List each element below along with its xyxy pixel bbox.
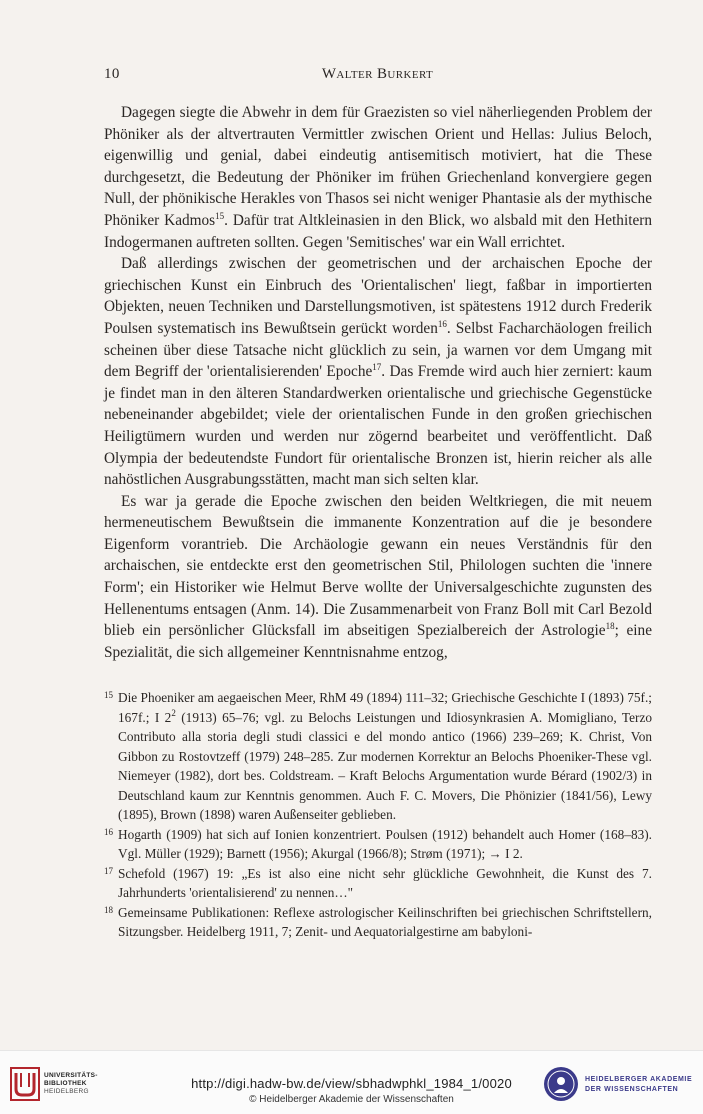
paragraph: Dagegen siegte die Abwehr in dem für Graezisten so viel näherliegenden Problem der Phöniker als der altvertrauten Vermittler zwischen Orient und Hellas: Julius Beloch, eigenwillig und genial, dabei eindeutig antisemitisch motiviert, hat die These durchgesetzt, die Bedeutung der Phöniker im frühen Griechenland konvergiere gegen Null, der phönikische Herakles von Thasos sei nicht weniger Phantasie als der mythische Phöniker Kadmos$^{15}$. Dafür trat Altkleinasien in den Blick, wo alsbald mit den Hethitern Indogermanen auftreten sollten. Gegen 'Semitisches' war ein Wall errichtet.: [104, 104, 652, 251]
academy-seal-icon[interactable]: [543, 1066, 579, 1102]
page-number: 10: [104, 66, 120, 82]
footnotes: [104, 688, 652, 942]
viewer-footer: [0, 1050, 703, 1114]
university-library-name: UNIVERSITÄTS- BIBLIOTHEK HEIDELBERG: [44, 1072, 98, 1095]
footnote-number: 16: [104, 826, 113, 837]
footnote: 15 Die Phoeniker am aegaeischen Meer, RhM 49 (1894) 111–32; Griechische Geschichte I (1893) 75f.; 167f.; I $2^2$ (1913) 65–76; vgl. zu Belochs Leistungen und Idiosynkrasien A. Momigliano, Terzo Contributo alla storia degli studi classici e del mondo antico (1966) 239–269; K. Christ, Von Gibbon zu Rostovtzeff (1979) 248–285. Zur modernen Korrektur an Belochs Phoeniker-These vgl. Niemeyer (1982), dort bes. Coldstream. – Kraft Belochs Argumentation wurde Bérard (1902/3) in Deutschland kaum zur Kenntnis genommen. Auch F. C. Movers, Die Phönizier (1841/56), Lewy (1895), Brown (1898) waren Außenseiter geblieben.: [104, 688, 652, 825]
footnote-number: 18: [104, 904, 113, 915]
footnote-ref[interactable]: 16: [437, 318, 447, 329]
footnote-ref[interactable]: 17: [372, 362, 382, 373]
body-text: [104, 102, 652, 663]
footnote-number: 17: [104, 865, 113, 876]
running-head-author: Walter Burkert: [321, 66, 434, 82]
academy-name: HEIDELBERGER AKADEMIE DER WISSENSCHAFTEN: [585, 1076, 693, 1093]
footnote: 17 Schefold (1967) 19: „Es ist also eine nicht sehr glückliche Gewohnheit, die Kunst des 7. Jahrhunderts 'orientalisierend' zu nennen…": [104, 864, 652, 903]
paragraph: Es war ja gerade die Epoche zwischen den beiden Weltkriegen, die mit neuem hermeneutischem Bewußtsein die immanente Konzentration auf die je besondere Eigenform vorantrieb. Die Archäologie gewann ein neues Verständnis für den archaischen, sie entdeckte erst den geometrischen Stil, Philologen suchten die 'innere Form'; ein Historiker wie Helmut Berve wollte der Universalgeschichte zugunsten des Hellenentums entsagen (Anm. 14). Die Zusammenarbeit von Franz Boll mit Carl Bezold blieb ein persönlicher Glücksfall im abseitigen Spezialbereich der Astrologie$^{18}$; eine Spezialität, die sich allgemeiner Kenntnisnahme entzog,: [104, 492, 652, 661]
footnote-number: 15: [104, 690, 113, 700]
footnote: 16 Hogarth (1909) hat sich auf Ionien konzentriert. Poulsen (1912) behandelt auch Homer (168–83). Vgl. Müller (1929); Barnett (1956); Akurgal (1966/8); Strøm (1971); → I 2.: [104, 825, 652, 864]
running-head: [104, 66, 651, 88]
copyright-notice: © Heidelberger Akademie der Wissenschaften: [249, 1094, 454, 1105]
footnote-ref[interactable]: 18: [605, 621, 615, 632]
permalink-url[interactable]: http://digi.hadw-bw.de/view/sbhadwphkl_1984_1/0020: [191, 1076, 512, 1091]
footnote: 18 Gemeinsame Publikationen: Reflexe astrologischer Keilinschriften bei griechischen Schriftstellern, Sitzungsber. Heidelberg 1911, 7; Zenit- und Aequatorialgestirne am babyloni-: [104, 903, 652, 942]
paragraph: Daß allerdings zwischen der geometrischen und der archaischen Epoche der griechischen Kunst ein Einbruch des 'Orientalischen' liegt, faßbar in importierten Objekten, neuen Techniken und Darstellungsmotiven, ist spätestens 1912 durch Frederik Poulsen systematisch ins Bewußtsein gerückt worden$^{16}$. Selbst Facharchäologen freilich scheinen über diese Tatsache nicht glücklich zu sein, ja warnen vor dem Umgang mit dem Begriff der 'orientalisierenden' Epoche$^{17}$. Das Fremde wird auch hier zerniert: kaum je findet man in den älteren Standardwerken orientalische und griechische Gegenstücke nebeneinander abgebildet; viele der orientalischen Funde in den großen griechischen Heiligtümern wurden und werden nur zögernd bearbeitet und veröffentlicht. Daß Olympia der bedeutendste Fundort für orientalische Bronzen ist, hierin reicher als alle nahöstlichen Ausgrabungsstätten, macht man sich selten klar.: [104, 255, 653, 489]
footnote-ref[interactable]: 15: [215, 210, 225, 221]
